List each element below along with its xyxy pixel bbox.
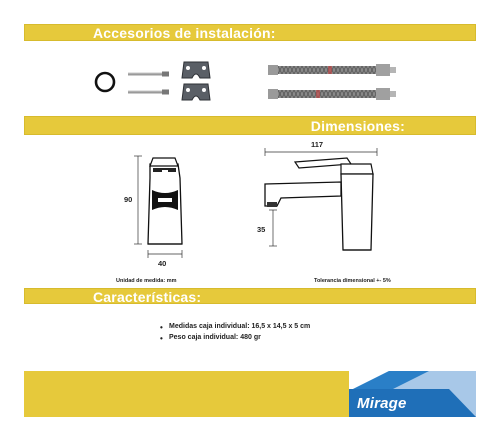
- dim-spout-height-label: 35: [257, 225, 266, 234]
- spec-text: Medidas caja individual: 16,5 x 14,5 x 5 cm: [169, 323, 311, 330]
- section-band-caracteristicas: [24, 288, 476, 304]
- horseshoe-plate-icon: [180, 80, 212, 104]
- section-title-caracteristicas: Características:: [93, 289, 202, 305]
- brand-logo: [349, 371, 476, 417]
- spec-list: [160, 323, 310, 345]
- spec-item-box-weight: [160, 334, 310, 341]
- dim-width-label: 40: [158, 259, 167, 268]
- brand-name: Mirage: [357, 395, 407, 412]
- section-title-dimensiones: Dimensiones:: [310, 118, 405, 134]
- dim-length-label: 117: [311, 140, 324, 149]
- threaded-rod-icon: [128, 88, 170, 96]
- dim-height-label: 90: [124, 195, 133, 204]
- braided-hose-icon: [268, 62, 396, 78]
- braided-hose-icon: [268, 86, 396, 102]
- tolerance-note: Tolerancia dimensional +- 5%: [314, 278, 391, 284]
- o-ring-icon: [94, 71, 116, 93]
- bullet-icon: •: [160, 334, 163, 343]
- section-band-accesorios: [24, 24, 476, 41]
- bullet-icon: •: [160, 323, 163, 332]
- unit-note: Unidad de medida: mm: [116, 278, 177, 284]
- horseshoe-plate-icon: [180, 58, 212, 82]
- spec-text: Peso caja individual: 480 gr: [169, 334, 261, 341]
- threaded-rod-icon: [128, 70, 170, 78]
- section-band-dimensiones: [24, 116, 476, 135]
- spec-item-box-size: [160, 323, 310, 330]
- faucet-side-icon: [255, 140, 385, 260]
- section-title-accesorios: Accesorios de instalación:: [93, 25, 276, 41]
- faucet-front-icon: [120, 150, 230, 268]
